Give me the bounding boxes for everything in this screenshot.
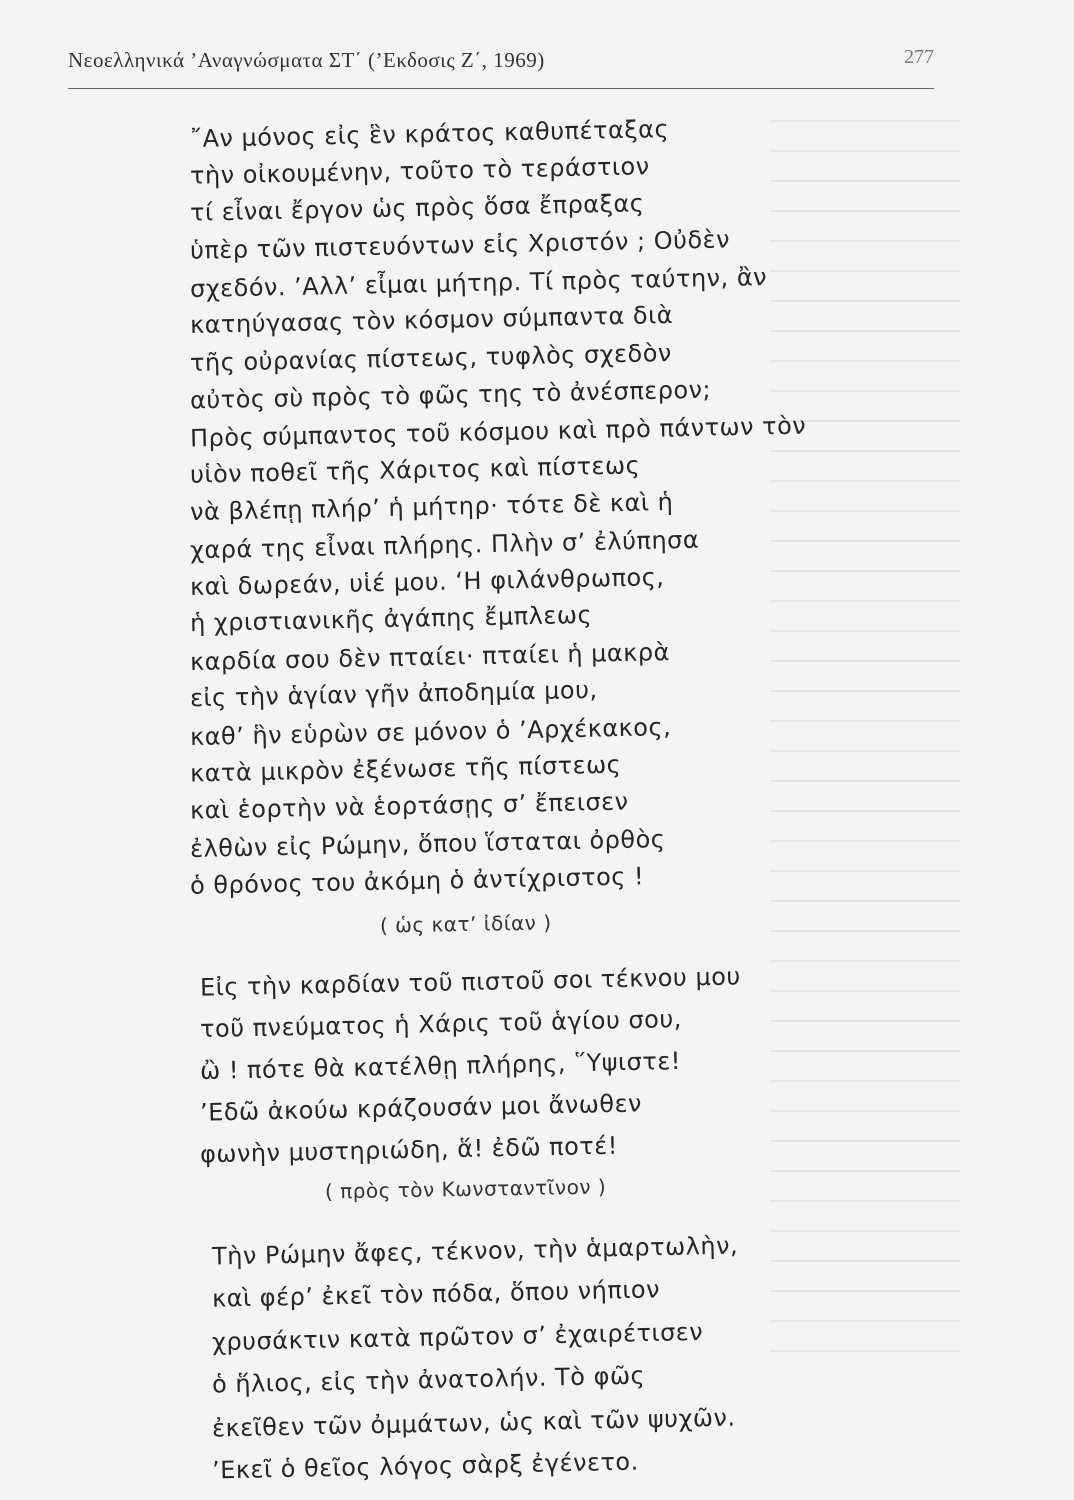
verse-line: κατὰ μικρὸν ἐξένωσε τῆς πίστεως bbox=[189, 750, 622, 788]
verse-line: φωνὴν μυστηριώδη, ἅ! ἐδῶ ποτέ! bbox=[199, 1131, 619, 1169]
verse-line: υἱὸν ποθεῖ τῆς Χάριτος καὶ πίστεως bbox=[189, 451, 641, 489]
verse-line: νὰ βλέπῃ πλήρ’ ἡ μήτηρ· τότε δὲ καὶ ἡ bbox=[189, 487, 674, 527]
page-number: 277 bbox=[904, 46, 934, 68]
verse-line: σχεδόν. ’Αλλ’ εἶμαι μήτηρ. Τί πρὸς ταύτην, ἂν bbox=[189, 262, 768, 304]
verse-line: ῎Αν μόνος εἰς ἓν κράτος καθυπέταξας bbox=[189, 114, 670, 154]
verse-line: ’Εδῶ ἀκούω κράζουσάν μοι ἄνωθεν bbox=[199, 1089, 643, 1127]
running-title: Νεοελληνικά ’Αναγνώσματα ΣΤ΄ (’Εκδοσις Ζ΄, 1969) bbox=[68, 48, 545, 72]
verse-line: αὐτὸς σὺ πρὸς τὸ φῶς της τὸ ἀνέσπερον; bbox=[189, 375, 712, 415]
verse-line: ἡ χριστιανικῆς ἀγάπης ἔμπλεως bbox=[189, 600, 593, 638]
verse-line: εἰς τὴν ἁγίαν γῆν ἀποδημία μου, bbox=[189, 675, 598, 713]
verse-line: ὑπὲρ τῶν πιστευόντων εἰς Χριστόν ; Οὐδὲν bbox=[189, 225, 731, 265]
verse-line: καὶ φέρ’ ἐκεῖ τὸν πόδα, ὅπου νήπιον bbox=[211, 1275, 661, 1313]
verse-line: καὶ ἑορτὴν νὰ ἑορτάσῃς σ’ ἔπεισεν bbox=[189, 787, 629, 825]
verse-line: τοῦ πνεύματος ἡ Χάρις τοῦ ἁγίου σου, bbox=[199, 1004, 683, 1044]
verse-line: ὁ ἥλιος, εἰς τὴν ἀνατολήν. Τὸ φῶς bbox=[211, 1361, 646, 1399]
verse-line: τί εἶναι ἔργον ὡς πρὸς ὅσα ἔπραξας bbox=[189, 189, 645, 227]
verse-line: ἐλθὼν εἰς Ρώμην, ὅπου ἵσταται ὀρθὸς bbox=[189, 825, 666, 863]
verse-line: χρυσάκτιν κατὰ πρῶτον σ’ ἐχαιρέτισεν bbox=[211, 1317, 704, 1357]
verse-line: καὶ δωρεάν, υἱέ μου. ‘Η φιλάνθρωπος, bbox=[189, 563, 665, 601]
verse-line: καθ’ ἣν εὑρὼν σε μόνον ὁ ’Αρχέκακος, bbox=[189, 712, 672, 752]
verse-line: χαρά της εἶναι πλήρης. Πλὴν σ’ ἐλύπησα bbox=[189, 525, 700, 565]
verse-line: Εἰς τὴν καρδίαν τοῦ πιστοῦ σοι τέκνου μου bbox=[199, 962, 742, 1002]
verse-line: ὢ ! πότε θὰ κατέλθῃ πλήρης, ῞Υψιστε! bbox=[199, 1046, 682, 1086]
verse-line: καρδία σου δὲν πταίει· πταίει ἡ μακρὰ bbox=[189, 637, 671, 677]
stage-direction: ( πρὸς τὸν Κωνσταντῖνον ) bbox=[324, 1174, 607, 1204]
verse-line: Πρὸς σύμπαντος τοῦ κόσμου καὶ πρὸ πάντων τὸν bbox=[189, 411, 807, 453]
verse-line: ὁ θρόνος του ἀκόμη ὁ ἀντίχριστος ! bbox=[189, 862, 645, 900]
verse-line: κατηύγασας τὸν κόσμον σύμπαντα διὰ bbox=[189, 300, 674, 340]
verse-line: Τὴν Ρώμην ἄφες, τέκνον, τὴν ἁμαρτωλὴν, bbox=[211, 1231, 739, 1271]
verse-line: ἐκεῖθεν τῶν ὀμμάτων, ὡς καὶ τῶν ψυχῶν. bbox=[211, 1403, 736, 1443]
verse-line: τὴν οἰκουμένην, τοῦτο τὸ τεράστιον bbox=[189, 152, 650, 190]
verse-line: τῆς οὐρανίας πίστεως, τυφλὸς σχεδὸν bbox=[189, 338, 673, 378]
verse-line: ’Εκεῖ ὁ θεῖος λόγος σὰρξ ἐγένετο. bbox=[211, 1447, 639, 1485]
stage-direction: ( ὡς κατ’ ἰδίαν ) bbox=[379, 910, 552, 938]
